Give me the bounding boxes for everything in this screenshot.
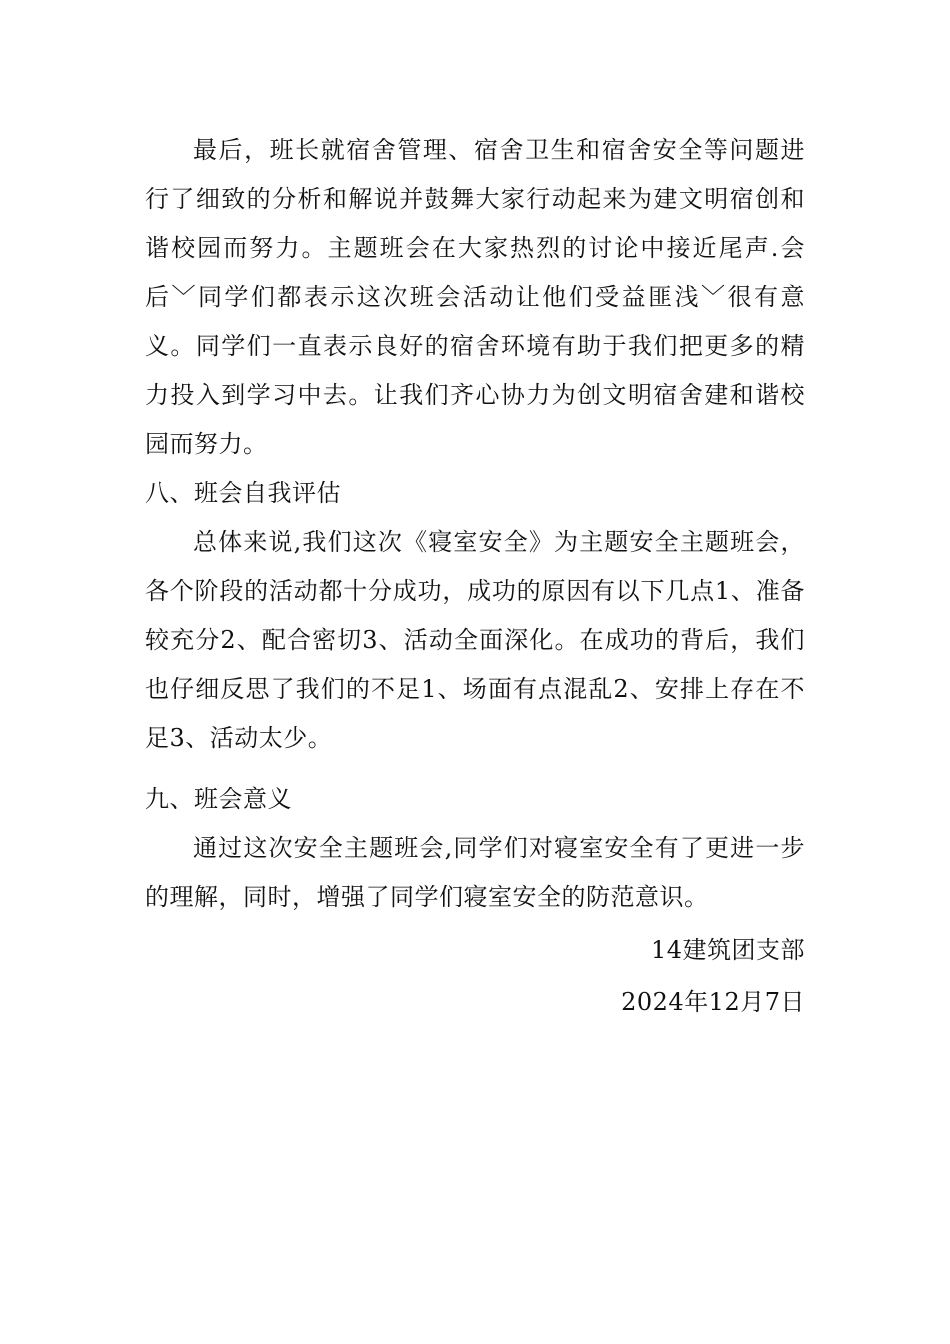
section-heading-self-evaluation: 八、班会自我评估 — [145, 479, 341, 507]
signature-organization: 14建筑团支部 — [650, 936, 805, 964]
section-heading-meaning: 九、班会意义 — [145, 785, 292, 813]
paragraph-summary: 最后，班长就宿舍管理、宿舍卫生和宿舍安全等问题进行了细致的分析和解说并鼓舞大家行动起来为建文明宿创和谐校园而努力。主题班会在大家热烈的讨论中接近尾声.会后﹀同学们都表示这次班会活动让他们受益匪浅﹀很有意义。同学们一直表示良好的宿舍环境有助于我们把更多的精力投入到学习中去。让我们齐心协力为创文明宿舍建和谐校园而努力。 — [145, 136, 805, 458]
document-page — [145, 126, 805, 1028]
signature-date: 2024年12月7日 — [621, 988, 805, 1016]
paragraph-meaning: 通过这次安全主题班会,同学们对寝室安全有了更进一步的理解，同时，增强了同学们寝室安全的防范意识。 — [145, 834, 805, 911]
paragraph-self-evaluation: 总体来说,我们这次《寝室安全》为主题安全主题班会，各个阶段的活动都十分成功，成功的原因有以下几点1、准备较充分2、配合密切3、活动全面深化。在成功的背后，我们也仔细反思了我们的不足1、场面有点混乱2、安排上存在不足3、活动太少。 — [145, 528, 805, 752]
